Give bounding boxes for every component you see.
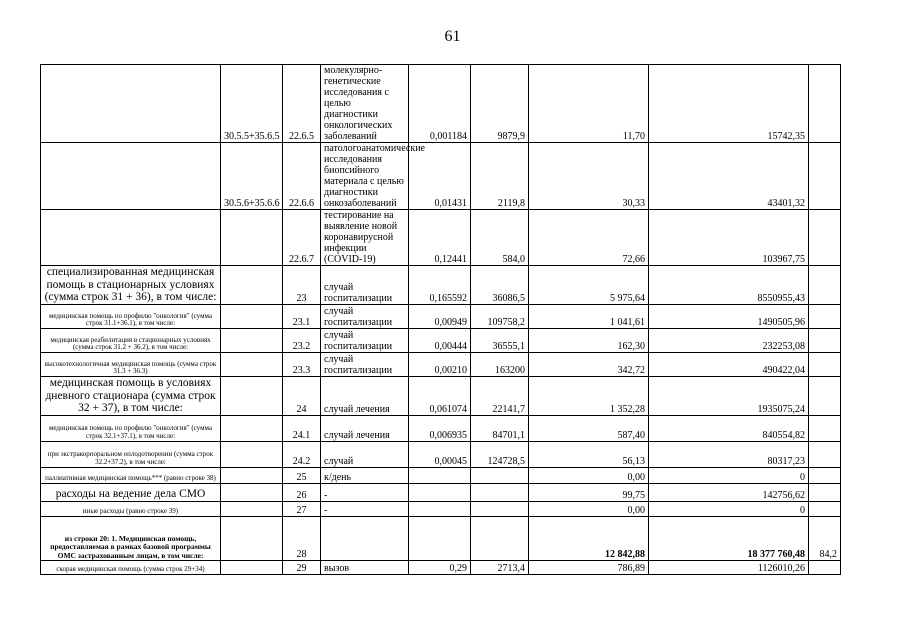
row-norm: 0,165592 (409, 266, 471, 305)
row-total: 1935075,24 (649, 376, 809, 415)
row-name: иные расходы (равно строке 39) (41, 501, 221, 516)
row-norm: 0,001184 (409, 65, 471, 143)
row-cost (471, 516, 529, 560)
table-row (41, 376, 841, 415)
row-cost: 22141,7 (471, 376, 529, 415)
row-norm (409, 516, 471, 560)
row-name (41, 65, 221, 143)
row-code (221, 352, 283, 376)
row-unit: случай (321, 441, 409, 467)
row-code (221, 266, 283, 305)
table-row (41, 415, 841, 441)
row-total: 43401,32 (649, 143, 809, 210)
row-code (221, 501, 283, 516)
row-unit: молекулярно-генетические исследования с целью диагностики онкологических заболеваний (321, 65, 409, 143)
row-total: 490422,04 (649, 352, 809, 376)
row-total: 18 377 760,48 (649, 516, 809, 560)
row-percent (809, 501, 841, 516)
table-row (41, 501, 841, 516)
row-name: специализированная медицинская помощь в стационарных условиях (сумма строк 31 + 36), в том числе: (41, 266, 221, 305)
row-per-capita: 162,30 (529, 328, 649, 352)
row-cost: 2713,4 (471, 560, 529, 574)
row-total: 1490505,96 (649, 304, 809, 328)
row-code (221, 516, 283, 560)
row-number: 25 (283, 467, 321, 483)
row-per-capita: 30,33 (529, 143, 649, 210)
row-code: 30.5.5+35.6.5 (221, 65, 283, 143)
row-number: 29 (283, 560, 321, 574)
row-unit (321, 516, 409, 560)
table-row (41, 210, 841, 266)
row-percent (809, 266, 841, 305)
row-per-capita: 56,13 (529, 441, 649, 467)
row-code (221, 376, 283, 415)
row-unit: - (321, 501, 409, 516)
row-name: медицинская реабилитация в стационарных условиях (сумма строк 31.2 + 36.2), в том числе: (41, 328, 221, 352)
row-code (221, 467, 283, 483)
table-row (41, 266, 841, 305)
row-name (41, 210, 221, 266)
row-code: 30.5.6+35.6.6 (221, 143, 283, 210)
row-total: 15742,35 (649, 65, 809, 143)
row-cost: 9879,9 (471, 65, 529, 143)
row-total: 840554,82 (649, 415, 809, 441)
table-row (41, 467, 841, 483)
row-number: 27 (283, 501, 321, 516)
row-per-capita: 72,66 (529, 210, 649, 266)
row-unit: патологоанатомические исследования биопсийного материала с целью диагностики онкозаболеваний (321, 143, 409, 210)
row-unit: вызов (321, 560, 409, 574)
table-row (41, 65, 841, 143)
row-number: 22.6.5 (283, 65, 321, 143)
row-percent (809, 441, 841, 467)
row-percent (809, 467, 841, 483)
row-cost: 109758,2 (471, 304, 529, 328)
row-name: при экстракорпоральном оплодотворении (сумма строк 32.2+37.2), в том числе: (41, 441, 221, 467)
table-row (41, 143, 841, 210)
row-percent (809, 143, 841, 210)
row-number: 28 (283, 516, 321, 560)
row-unit: случай госпитализации (321, 304, 409, 328)
row-number: 23.2 (283, 328, 321, 352)
row-name: медицинская помощь по профилю "онкология" (сумма строк 31.1+36.1), в том числе: (41, 304, 221, 328)
row-code (221, 560, 283, 574)
row-percent (809, 560, 841, 574)
row-number: 26 (283, 483, 321, 501)
row-norm (409, 483, 471, 501)
row-name: медицинская помощь по профилю "онкология" (сумма строк 32.1+37.1), в том числе: (41, 415, 221, 441)
row-per-capita: 5 975,64 (529, 266, 649, 305)
table-row (41, 560, 841, 574)
row-total: 0 (649, 467, 809, 483)
row-code (221, 210, 283, 266)
row-per-capita: 1 352,28 (529, 376, 649, 415)
row-cost: 163200 (471, 352, 529, 376)
row-norm: 0,00210 (409, 352, 471, 376)
row-norm (409, 467, 471, 483)
row-number: 24 (283, 376, 321, 415)
row-percent (809, 376, 841, 415)
row-code (221, 304, 283, 328)
row-per-capita: 12 842,88 (529, 516, 649, 560)
row-name: паллиативная медицинская помощь*** (равно строке 38) (41, 467, 221, 483)
row-per-capita: 587,40 (529, 415, 649, 441)
row-percent (809, 352, 841, 376)
row-number: 22.6.7 (283, 210, 321, 266)
row-unit: случай лечения (321, 376, 409, 415)
row-total: 232253,08 (649, 328, 809, 352)
row-name: скорая медицинская помощь (сумма строк 29+34) (41, 560, 221, 574)
row-code (221, 441, 283, 467)
row-total: 103967,75 (649, 210, 809, 266)
row-percent (809, 483, 841, 501)
row-per-capita: 342,72 (529, 352, 649, 376)
row-cost (471, 501, 529, 516)
budget-table (40, 64, 841, 575)
row-code (221, 483, 283, 501)
row-norm: 0,29 (409, 560, 471, 574)
row-per-capita: 99,75 (529, 483, 649, 501)
row-total: 142756,62 (649, 483, 809, 501)
row-code (221, 415, 283, 441)
row-name: из строки 20: 1. Медицинская помощь, предоставляемая в рамках базовой программы ОМС застрахованным лицам, в том числе: (41, 516, 221, 560)
table-row (41, 304, 841, 328)
row-per-capita: 786,89 (529, 560, 649, 574)
row-total: 80317,23 (649, 441, 809, 467)
page-number: 61 (444, 28, 461, 45)
row-norm: 0,01431 (409, 143, 471, 210)
table-row (41, 483, 841, 501)
row-percent (809, 415, 841, 441)
row-name (41, 143, 221, 210)
row-cost: 36555,1 (471, 328, 529, 352)
row-norm: 0,006935 (409, 415, 471, 441)
row-per-capita: 1 041,61 (529, 304, 649, 328)
row-norm: 0,00444 (409, 328, 471, 352)
row-name: расходы на ведение дела СМО (41, 483, 221, 501)
row-unit: тестирование на выявление новой коронавирусной инфекции (COVID-19) (321, 210, 409, 266)
row-cost: 36086,5 (471, 266, 529, 305)
row-unit: случай госпитализации (321, 352, 409, 376)
row-percent (809, 328, 841, 352)
row-norm: 0,00949 (409, 304, 471, 328)
row-cost: 124728,5 (471, 441, 529, 467)
row-cost (471, 467, 529, 483)
row-unit: к/день (321, 467, 409, 483)
table-row (41, 516, 841, 560)
row-name: высокотехнологичная медицинская помощь (сумма строк 31.3 + 36.3) (41, 352, 221, 376)
row-per-capita: 0,00 (529, 467, 649, 483)
row-total: 8550955,43 (649, 266, 809, 305)
row-unit: случай госпитализации (321, 328, 409, 352)
row-number: 23.1 (283, 304, 321, 328)
row-unit: случай госпитализации (321, 266, 409, 305)
row-number: 24.1 (283, 415, 321, 441)
row-code (221, 328, 283, 352)
table-row (41, 352, 841, 376)
row-unit: - (321, 483, 409, 501)
row-number: 23.3 (283, 352, 321, 376)
row-number: 22.6.6 (283, 143, 321, 210)
row-percent: 84,2 (809, 516, 841, 560)
row-percent (809, 210, 841, 266)
row-norm: 0,061074 (409, 376, 471, 415)
row-norm: 0,00045 (409, 441, 471, 467)
row-number: 24.2 (283, 441, 321, 467)
row-percent (809, 65, 841, 143)
row-number: 23 (283, 266, 321, 305)
row-cost (471, 483, 529, 501)
row-per-capita: 11,70 (529, 65, 649, 143)
table-row (41, 328, 841, 352)
row-cost: 84701,1 (471, 415, 529, 441)
row-norm: 0,12441 (409, 210, 471, 266)
row-unit: случай лечения (321, 415, 409, 441)
row-cost: 584,0 (471, 210, 529, 266)
table-row (41, 441, 841, 467)
row-total: 0 (649, 501, 809, 516)
row-percent (809, 304, 841, 328)
row-norm (409, 501, 471, 516)
row-name: медицинская помощь в условиях дневного стационара (сумма строк 32 + 37), в том числе: (41, 376, 221, 415)
row-cost: 2119,8 (471, 143, 529, 210)
row-total: 1126010,26 (649, 560, 809, 574)
row-per-capita: 0,00 (529, 501, 649, 516)
